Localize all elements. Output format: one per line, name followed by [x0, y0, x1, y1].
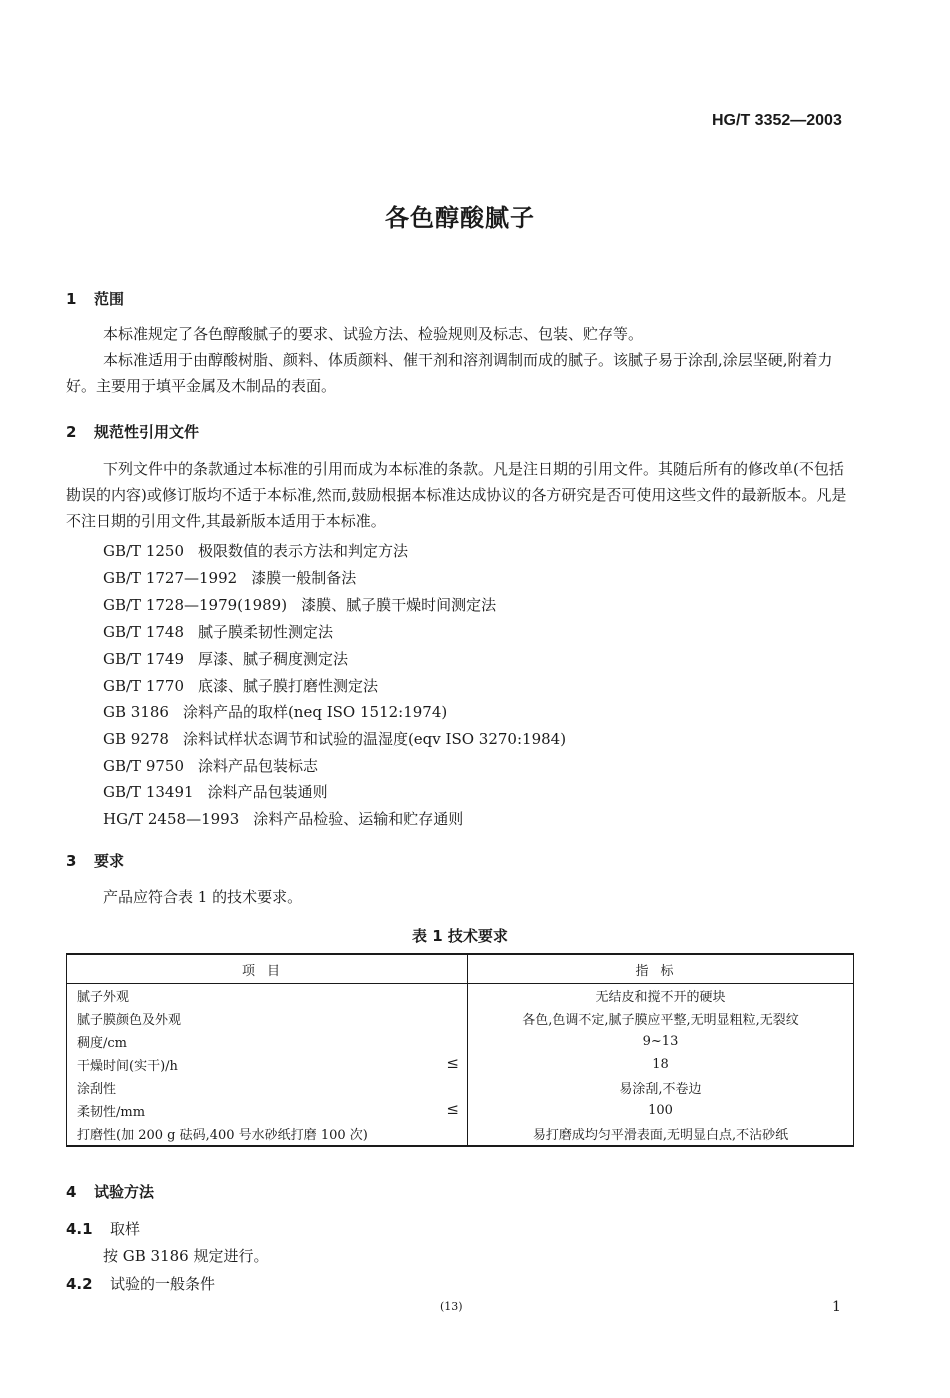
row-value: 18 — [468, 1053, 854, 1076]
reference-title: 厚漆、腻子稠度测定法 — [198, 650, 349, 668]
section-title: 要求 — [94, 852, 125, 870]
subsection-4-1-text: 按 GB 3186 规定进行。 — [103, 1247, 269, 1265]
subsection-4-1-heading — [66, 1218, 140, 1239]
document-title: 各色醇酸腻子 — [385, 204, 535, 232]
reference-item — [103, 728, 566, 749]
reference-code: GB/T 9750 — [103, 757, 185, 775]
footer-page-reference: (13) — [440, 1300, 463, 1313]
item-label: 柔韧性/mm — [77, 1105, 146, 1120]
section-3-paragraph-1: 产品应符合表 1 的技术要求。 — [103, 888, 303, 906]
row-value: 易打磨成均匀平滑表面,无明显白点,不沾砂纸 — [468, 1122, 854, 1146]
reference-code: GB/T 1770 — [103, 677, 185, 695]
footer-page-number: 1 — [832, 1299, 841, 1315]
subsection-title: 取样 — [110, 1220, 141, 1238]
section-number: 1 — [66, 290, 77, 308]
row-value: 易涂刮,不卷边 — [468, 1076, 854, 1099]
section-title: 范围 — [94, 290, 125, 308]
reference-code: GB/T 1748 — [103, 623, 185, 641]
reference-title: 涂料产品包装通则 — [207, 783, 328, 801]
section-number: 2 — [66, 423, 77, 441]
row-item — [67, 1053, 468, 1076]
section-2-paragraph-1: 下列文件中的条款通过本标准的引用而成为本标准的条款。凡是注日期的引用文件。其随后所有的修改单(不包括勘误的内容)或修订版均不适于本标准,然而,鼓励根据本标准达成协议的各方研究是否可使用这些文件的最新版本。凡是不注日期的引用文件,其最新版本适用于本标准。 — [66, 460, 847, 530]
reference-item — [103, 781, 328, 802]
reference-code: GB/T 1727—1992 — [103, 569, 238, 587]
subsection-number: 4.1 — [66, 1220, 93, 1238]
le-symbol: ≤ — [446, 1100, 459, 1118]
reference-title: 漆膜一般制备法 — [251, 569, 357, 587]
reference-title: 涂料试样状态调节和试验的温湿度(eqv ISO 3270:1984) — [182, 730, 567, 748]
table-row — [67, 1099, 854, 1122]
section-2-heading — [66, 421, 199, 442]
section-number: 4 — [66, 1183, 77, 1201]
subsection-title: 试验的一般条件 — [110, 1275, 216, 1293]
le-symbol: ≤ — [446, 1054, 459, 1072]
section-number: 3 — [66, 852, 77, 870]
row-value: 无结皮和搅不开的硬块 — [468, 984, 854, 1008]
table-header-row — [67, 954, 854, 984]
section-1-paragraph-2: 本标准适用于由醇酸树脂、颜料、体质颜料、催干剂和溶剂调制而成的腻子。该腻子易于涂刮,涂层坚硬,附着力好。主要用于填平金属及木制品的表面。 — [66, 351, 833, 395]
row-value: 各色,色调不定,腻子膜应平整,无明显粗粒,无裂纹 — [468, 1007, 854, 1030]
reference-item — [103, 540, 408, 561]
section-title: 试验方法 — [94, 1183, 155, 1201]
row-value: 100 — [468, 1099, 854, 1122]
row-item — [67, 1099, 468, 1122]
table-caption: 表 1 技术要求 — [412, 927, 508, 945]
table-row — [67, 1076, 854, 1099]
section-title: 规范性引用文件 — [94, 423, 200, 441]
section-1-paragraph-1: 本标准规定了各色醇酸腻子的要求、试验方法、检验规则及标志、包装、贮存等。 — [103, 325, 644, 343]
row-item — [67, 1122, 468, 1146]
column-header-item: 项目 — [67, 954, 468, 984]
column-header-value: 指标 — [468, 954, 854, 984]
reference-item — [103, 755, 318, 776]
reference-title: 底漆、腻子膜打磨性测定法 — [198, 677, 379, 695]
reference-title: 涂料产品包装标志 — [198, 757, 319, 775]
item-label: 涂刮性 — [77, 1082, 117, 1097]
row-item — [67, 1007, 468, 1030]
reference-code: GB 9278 — [103, 730, 169, 748]
row-item — [67, 984, 468, 1008]
item-label: 腻子外观 — [77, 990, 130, 1005]
item-label: 打磨性(加 200 g 砝码,400 号水砂纸打磨 100 次) — [77, 1128, 368, 1143]
item-label: 干燥时间(实干)/h — [77, 1059, 178, 1074]
section-3-heading — [66, 850, 124, 871]
row-item — [67, 1076, 468, 1099]
technical-requirements-table — [66, 953, 854, 1147]
reference-item — [103, 675, 378, 696]
subsection-4-2-heading — [66, 1273, 215, 1294]
reference-code: GB/T 1728—1979(1989) — [103, 596, 288, 614]
reference-title: 涂料产品检验、运输和贮存通则 — [253, 810, 464, 828]
item-label: 稠度/cm — [77, 1036, 127, 1051]
reference-title: 涂料产品的取样(neq ISO 1512:1974) — [182, 703, 448, 721]
standard-number: HG/T 3352—2003 — [712, 112, 842, 129]
section-4-heading — [66, 1181, 154, 1202]
reference-item — [103, 621, 333, 642]
reference-code: HG/T 2458—1993 — [103, 810, 240, 828]
reference-code: GB/T 1749 — [103, 650, 185, 668]
table-row — [67, 1007, 854, 1030]
reference-item — [103, 594, 496, 615]
reference-item — [103, 648, 348, 669]
row-item — [67, 1030, 468, 1053]
table-row — [67, 1030, 854, 1053]
reference-code: GB/T 1250 — [103, 542, 185, 560]
table-row — [67, 984, 854, 1008]
item-label: 腻子膜颜色及外观 — [77, 1013, 182, 1028]
reference-item — [103, 808, 463, 829]
table-row — [67, 1053, 854, 1076]
reference-title: 极限数值的表示方法和判定方法 — [198, 542, 409, 560]
row-value: 9~13 — [468, 1030, 854, 1053]
subsection-number: 4.2 — [66, 1275, 93, 1293]
reference-title: 腻子膜柔韧性测定法 — [198, 623, 334, 641]
reference-item — [103, 701, 447, 722]
table-row — [67, 1122, 854, 1146]
reference-code: GB/T 13491 — [103, 783, 194, 801]
reference-title: 漆膜、腻子膜干燥时间测定法 — [301, 596, 497, 614]
reference-code: GB 3186 — [103, 703, 169, 721]
reference-item — [103, 567, 356, 588]
section-1-heading — [66, 288, 124, 309]
